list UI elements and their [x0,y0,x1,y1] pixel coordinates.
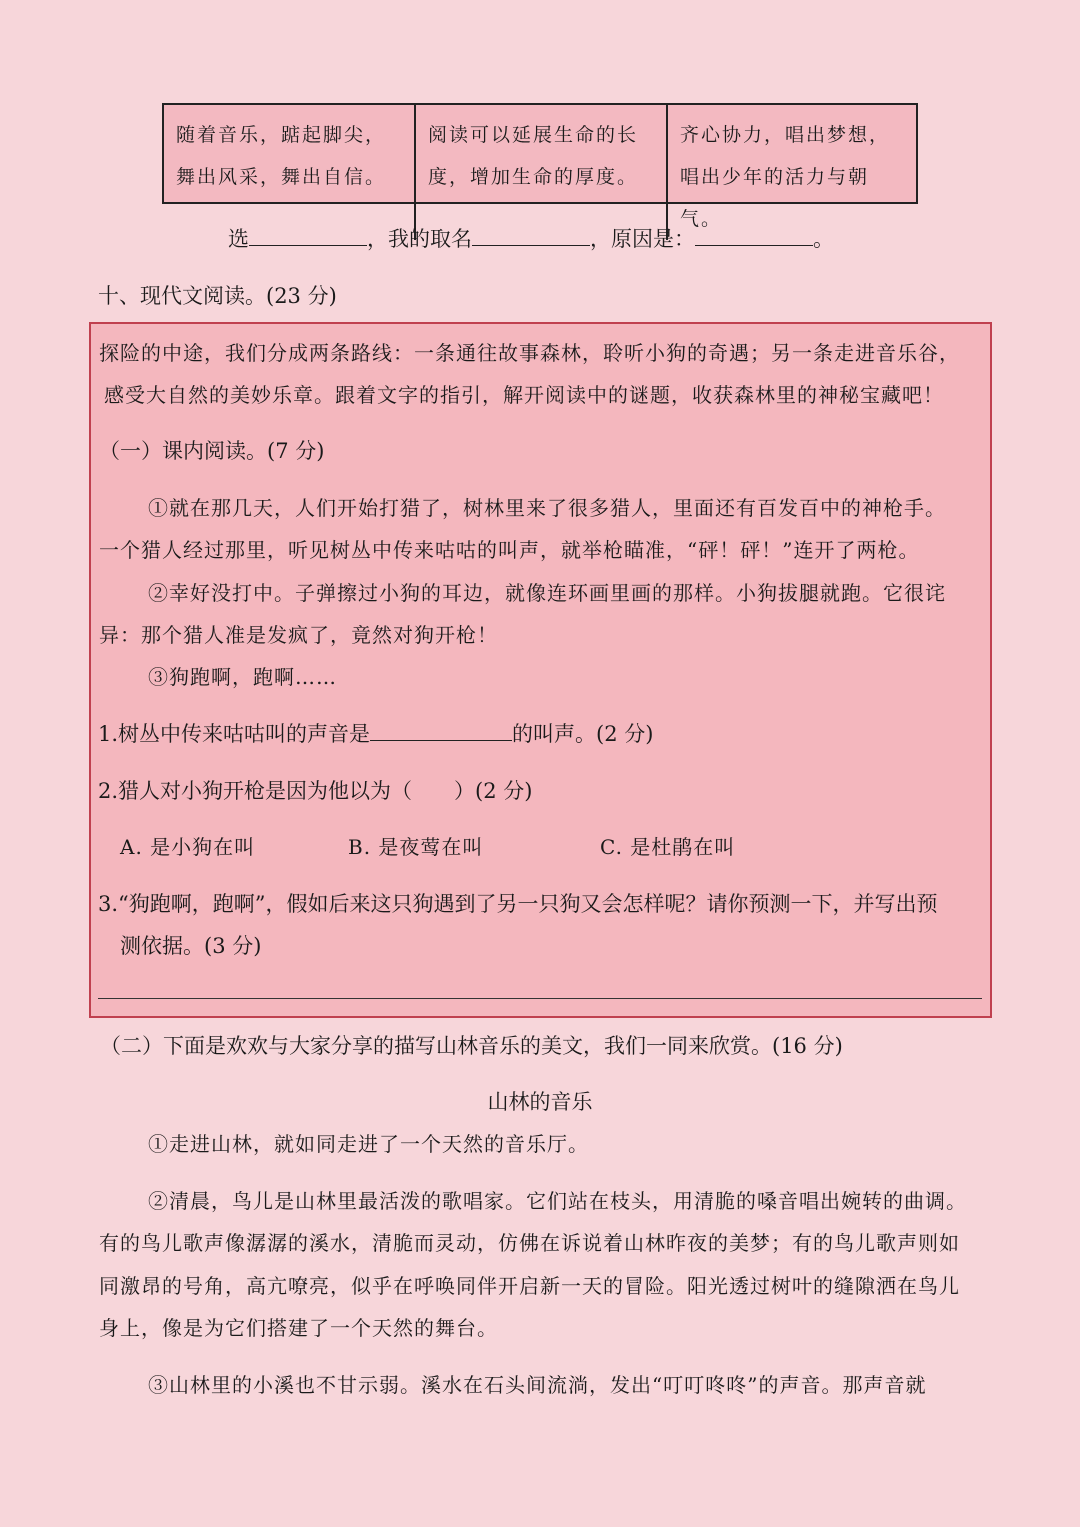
option-cell-1: 随着音乐，踮起脚尖，舞出风采，舞出自信。 [164,105,416,240]
passage-1-p2-line2: 异：那个猎人准是发疯了，竟然对狗开枪！ [99,623,498,647]
question-3-line1: 3.“狗跑啊，跑啊”，假如后来这只狗遇到了另一只狗又会怎样呢？请你预测一下，并写出预 [98,892,938,916]
option-cell-3: 齐心协力，唱出梦想，唱出少年的活力与朝气。 [680,124,891,230]
naming-blank[interactable] [472,219,590,246]
reason-blank[interactable] [695,219,813,246]
question-2-option-c[interactable]: C. 是杜鹃在叫 [600,835,736,859]
choose-blank[interactable] [249,219,367,246]
intro-line-2: 感受大自然的美妙乐章。跟着文字的指引，解开阅读中的谜题，收获森林里的神秘宝藏吧！ [104,383,944,407]
choose-prefix: 选 [228,227,249,251]
section-10-title: 十、现代文阅读。(23 分) [98,284,337,308]
essay-p1: ①走进山林，就如同走进了一个天然的音乐厅。 [148,1132,589,1156]
naming-label: ，我的取名 [367,227,472,251]
question-3-line2: 测依据。(3 分) [120,934,262,958]
question-1-suffix: 的叫声。(2 分) [512,722,654,746]
choose-end: 。 [813,227,834,251]
passage-1-p1-line1: ①就在那几天，人们开始打猎了，树林里来了很多猎人，里面还有百发百中的神枪手。 [148,496,946,520]
question-1-blank[interactable] [370,714,512,741]
choose-name-line [228,218,834,260]
question-2-option-b[interactable]: B. 是夜莺在叫 [348,835,484,859]
option-cell-2: 阅读可以延展生命的长度，增加生命的厚度。 [416,105,668,240]
part-1-title: （一）课内阅读。(7 分) [99,439,325,463]
options-table [162,103,918,230]
intro-line-1: 探险的中途，我们分成两条路线：一条通往故事森林，聆听小狗的奇遇；另一条走进音乐谷， [99,341,960,365]
question-2-option-a[interactable]: A. 是小狗在叫 [120,835,256,859]
passage-1-p2-line1: ②幸好没打中。子弹擦过小狗的耳边，就像连环画里画的那样。小狗拔腿就跑。它很诧 [148,581,946,605]
part-2-title: （二）下面是欢欢与大家分享的描写山林音乐的美文，我们一同来欣赏。(16 分) [100,1034,843,1058]
essay-p2-line2: 有的鸟儿歌声像潺潺的溪水，清脆而灵动，仿佛在诉说着山林昨夜的美梦；有的鸟儿歌声则如 [99,1231,960,1255]
question-2: 2.猎人对小狗开枪是因为他以为（ ）(2 分) [98,779,533,803]
essay-p3-line1: ③山林里的小溪也不甘示弱。溪水在石头间流淌，发出“叮叮咚咚”的声音。那声音就 [148,1373,927,1397]
question-1-prefix: 1.树丛中传来咕咕叫的声音是 [98,722,371,746]
essay-p2-line4: 身上，像是为它们搭建了一个天然的舞台。 [99,1316,498,1340]
essay-p2-line1: ②清晨，鸟儿是山林里最活泼的歌唱家。它们站在枝头，用清脆的嗓音唱出婉转的曲调。 [148,1189,967,1213]
passage-1-p3: ③狗跑啊，跑啊…… [148,665,337,689]
answer-line[interactable] [98,998,982,999]
passage-1-p1-line2: 一个猎人经过那里，听见树丛中传来咕咕的叫声，就举枪瞄准，“砰！砰！”连开了两枪。 [99,538,920,562]
reason-label: ，原因是： [590,227,695,251]
essay-title: 山林的音乐 [487,1090,593,1114]
essay-p2-line3: 同激昂的号角，高亢嘹亮，似乎在呼唤同伴开启新一天的冒险。阳光透过树叶的缝隙洒在鸟儿 [99,1274,960,1298]
question-1 [98,713,653,755]
